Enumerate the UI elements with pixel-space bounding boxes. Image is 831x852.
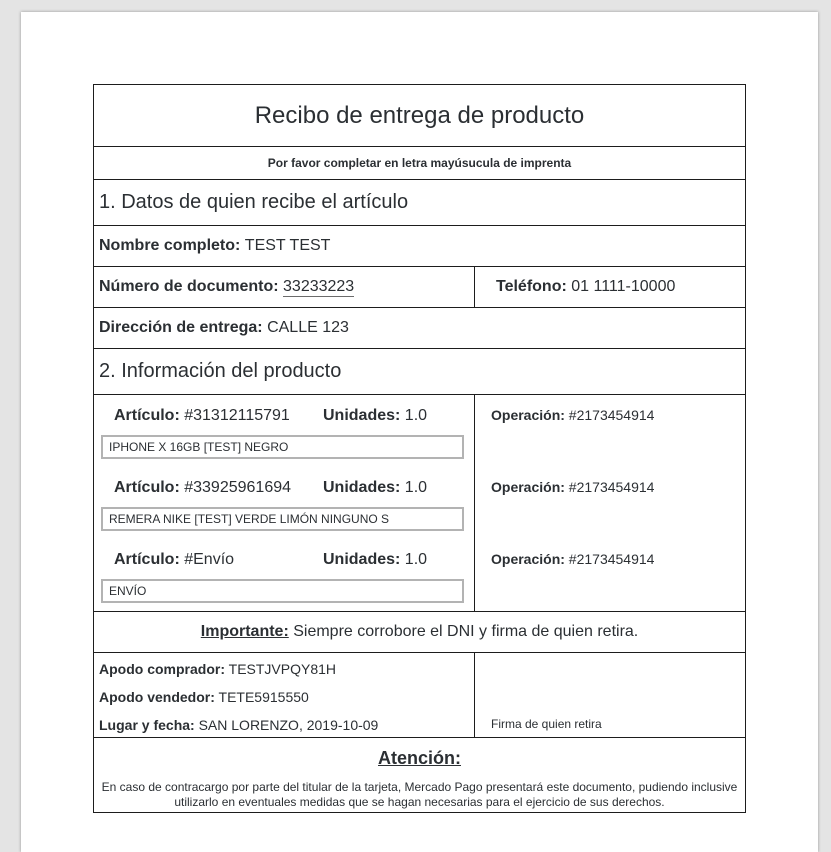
seller-label: Apodo vendedor: bbox=[99, 689, 215, 705]
phone-value: 01 1111-10000 bbox=[571, 278, 676, 295]
operation-line bbox=[491, 407, 654, 423]
attention-text: En caso de contracargo por parte del titular de la tarjeta, Mercado Pago presentará este documento, pudiendo inclusive utilizarlo en eventuales medidas que se hagan necesarias para el ejercicio de sus derechos. bbox=[101, 780, 738, 809]
product-item bbox=[94, 467, 475, 539]
operation-line bbox=[491, 551, 654, 567]
attention-row bbox=[94, 738, 745, 813]
document-page bbox=[21, 12, 818, 852]
section-2-title: 2. Información del producto bbox=[99, 360, 342, 382]
products-row bbox=[94, 395, 745, 612]
operations-list bbox=[475, 395, 745, 611]
operation-value: #2173454914 bbox=[568, 551, 655, 567]
units-line bbox=[323, 551, 427, 569]
buyer-line bbox=[99, 661, 336, 677]
name-label: Nombre completo: bbox=[99, 237, 241, 254]
address-label: Dirección de entrega: bbox=[99, 319, 263, 336]
article-line bbox=[114, 551, 234, 569]
units-value: 1.0 bbox=[404, 551, 428, 568]
article-value: #33925961694 bbox=[184, 479, 292, 496]
section-1-header bbox=[94, 180, 745, 226]
article-value: #Envío bbox=[184, 551, 235, 568]
units-label: Unidades: bbox=[323, 551, 401, 568]
signature-label: Firma de quien retira bbox=[491, 717, 602, 731]
important-text: Siempre corrobore el DNI y firma de quien retira. bbox=[288, 623, 639, 640]
important-label: Importante: bbox=[200, 623, 289, 640]
operation-value: #2173454914 bbox=[568, 479, 655, 495]
receipt-title: Recibo de entrega de producto bbox=[254, 101, 585, 129]
product-item bbox=[94, 539, 475, 611]
article-label: Artículo: bbox=[114, 551, 180, 568]
units-label: Unidades: bbox=[323, 407, 401, 424]
document-phone-row bbox=[94, 267, 745, 308]
operation-label: Operación: bbox=[491, 551, 565, 567]
seller-line bbox=[99, 689, 309, 705]
place-date-line bbox=[99, 717, 378, 733]
name-row bbox=[94, 226, 745, 267]
important-row bbox=[94, 612, 745, 653]
document-cell bbox=[94, 267, 475, 307]
document-label: Número de documento: bbox=[99, 278, 279, 295]
address-value: CALLE 123 bbox=[267, 319, 349, 336]
units-line bbox=[323, 407, 427, 425]
operation-label: Operación: bbox=[491, 479, 565, 495]
seller-value: TETE5915550 bbox=[218, 689, 309, 705]
units-line bbox=[323, 479, 427, 497]
instruction-text: Por favor completar en letra mayúsucula de imprenta bbox=[267, 156, 572, 170]
operation-value: #2173454914 bbox=[568, 407, 655, 423]
product-description-field: REMERA NIKE [TEST] VERDE LIMÓN NINGUNO S bbox=[101, 507, 464, 531]
article-line bbox=[114, 479, 291, 497]
place-label: Lugar y fecha: bbox=[99, 717, 195, 733]
product-description-field: IPHONE X 16GB [TEST] NEGRO bbox=[101, 435, 464, 459]
units-label: Unidades: bbox=[323, 479, 401, 496]
products-list bbox=[94, 395, 475, 611]
document-value: 33233223 bbox=[283, 277, 355, 295]
phone-cell bbox=[475, 267, 745, 307]
nicknames-row bbox=[94, 653, 745, 738]
address-row bbox=[94, 308, 745, 349]
operation-label: Operación: bbox=[491, 407, 565, 423]
article-label: Artículo: bbox=[114, 479, 180, 496]
nicknames-cell bbox=[94, 653, 475, 737]
attention-title: Atención: bbox=[378, 748, 461, 768]
units-value: 1.0 bbox=[404, 407, 428, 424]
article-label: Artículo: bbox=[114, 407, 180, 424]
product-item bbox=[94, 395, 475, 467]
product-description-field: ENVÍO bbox=[101, 579, 464, 603]
article-value: #31312115791 bbox=[184, 407, 290, 424]
operation-line bbox=[491, 479, 654, 495]
article-line bbox=[114, 407, 290, 425]
instruction-row bbox=[94, 147, 745, 180]
place-value: SAN LORENZO, 2019-10-09 bbox=[198, 717, 379, 733]
units-value: 1.0 bbox=[404, 479, 428, 496]
section-2-header bbox=[94, 349, 745, 395]
receipt-form bbox=[93, 84, 746, 813]
buyer-value: TESTJVPQY81H bbox=[228, 661, 337, 677]
buyer-label: Apodo comprador: bbox=[99, 661, 225, 677]
section-1-title: 1. Datos de quien recibe el artículo bbox=[99, 191, 409, 213]
signature-cell bbox=[475, 653, 745, 737]
phone-label: Teléfono: bbox=[496, 278, 567, 295]
name-value: TEST TEST bbox=[244, 237, 331, 254]
title-row bbox=[94, 85, 745, 147]
